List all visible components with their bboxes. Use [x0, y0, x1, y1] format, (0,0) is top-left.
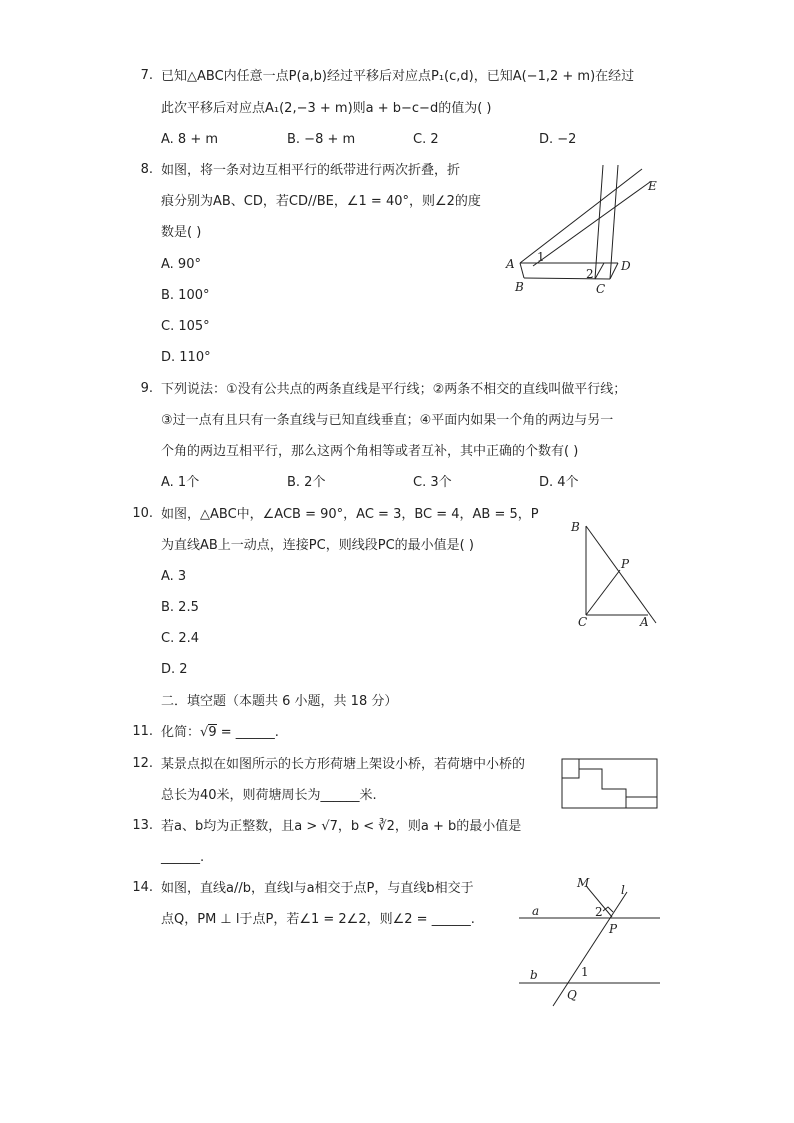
- q9-option-d: D. 4个: [539, 475, 579, 490]
- q13-number: 13.: [132, 818, 153, 833]
- q9-line2: ③过一点有且只有一条直线与已知直线垂直；④平面内如果一个角的两边与另一: [161, 413, 614, 428]
- q14-line2: 点Q，PM ⊥ l于点P，若∠1 = 2∠2，则∠2 = ______.: [161, 912, 475, 927]
- q7-option-a: A. 8 + m: [161, 132, 219, 147]
- q13-line1: 若a、b均为正整数，且a > √7，b < ∛2，则a + b的最小值是: [161, 819, 522, 834]
- q10-line2: 为直线AB上一动点，连接PC，则线段PC的最小值是( ): [161, 538, 474, 553]
- q14-parallel-lines-figure: [515, 872, 665, 1012]
- q10-label-b: B: [571, 520, 580, 534]
- q14-number: 14.: [132, 880, 153, 895]
- q8-number: 8.: [140, 162, 153, 177]
- q10-line1: 如图，△ABC中，∠ACB = 90°，AC = 3，BC = 4，AB = 5，P: [161, 507, 539, 522]
- q11-radicand: 9: [208, 725, 217, 740]
- q9-option-c: C. 3个: [413, 475, 452, 490]
- q11-prefix: 化简：: [161, 725, 201, 740]
- q7-line2: 此次平移后对应点A₁(2,−3 + m)则a + b−c−d的值为( ): [161, 101, 492, 116]
- q12-number: 12.: [132, 756, 153, 771]
- q7-line1: 已知△ABC内任意一点P(a,b)经过平移后对应点P₁(c,d)，已知A(−1,2 + m)在经过: [161, 69, 635, 84]
- q12-pond-bridge-figure: [560, 757, 660, 811]
- q8-label-c: C: [596, 282, 606, 296]
- q14-angle-2-label: 2: [595, 905, 603, 919]
- q11-suffix: = ______.: [216, 725, 279, 740]
- q8-option-d: D. 110°: [161, 350, 211, 365]
- q9-option-b: B. 2个: [287, 475, 326, 490]
- q14-label-b: b: [530, 968, 538, 982]
- q8-label-d: D: [621, 259, 631, 273]
- q10-option-d: D. 2: [161, 662, 188, 677]
- q14-angle-1-label: 1: [581, 965, 589, 979]
- q8-label-a: A: [506, 257, 515, 271]
- q8-option-c: C. 105°: [161, 319, 210, 334]
- q10-label-a: A: [640, 615, 649, 629]
- q10-option-a: A. 3: [161, 569, 187, 584]
- q11-number: 11.: [132, 724, 153, 739]
- q7-number: 7.: [140, 68, 153, 83]
- q10-option-c: C. 2.4: [161, 631, 200, 646]
- q8-folded-strip-figure: [500, 160, 670, 300]
- q7-option-d: D. −2: [539, 132, 577, 147]
- q7-option-b: B. −8 + m: [287, 132, 356, 147]
- q9-number: 9.: [140, 381, 153, 396]
- q14-line1: 如图，直线a//b，直线l与a相交于点P，与直线b相交于: [161, 881, 474, 896]
- q8-line3: 数是( ): [161, 225, 202, 240]
- q9-line3: 个角的两边互相平行，那么这两个角相等或者互补，其中正确的个数有( ): [161, 444, 579, 459]
- q12-line1: 某景点拟在如图所示的长方形荷塘上架设小桥，若荷塘中小桥的: [161, 757, 526, 772]
- q9-option-a: A. 1个: [161, 475, 200, 490]
- q12-line2: 总长为40米，则荷塘周长为______米.: [161, 788, 377, 803]
- sqrt-sign-icon: √: [200, 725, 209, 740]
- q7-option-c: C. 2: [413, 132, 439, 147]
- q14-label-q: Q: [567, 988, 577, 1002]
- q8-line2: 痕分别为AB、CD，若CD//BE，∠1 = 40°，则∠2的度: [161, 194, 481, 209]
- q14-label-a: a: [532, 904, 540, 918]
- q11-line1: [161, 724, 279, 742]
- q8-line1: 如图，将一条对边互相平行的纸带进行两次折叠，折: [161, 163, 461, 178]
- q8-label-b: B: [515, 280, 524, 294]
- q8-option-b: B. 100°: [161, 288, 210, 303]
- q10-option-b: B. 2.5: [161, 600, 199, 615]
- q8-option-a: A. 90°: [161, 257, 201, 272]
- section2-title: 二．填空题（本题共 6 小题，共 18 分）: [161, 694, 398, 709]
- q8-angle-2-label: 2: [586, 267, 594, 281]
- q8-label-e: E: [648, 179, 657, 193]
- q14-label-p: P: [609, 922, 618, 936]
- q10-right-triangle-figure: [560, 510, 670, 635]
- q14-label-l: l: [621, 883, 625, 897]
- q13-line2: ______.: [161, 850, 205, 865]
- q9-line1: 下列说法：①没有公共点的两条直线是平行线；②两条不相交的直线叫做平行线；: [161, 382, 627, 397]
- q8-angle-1-label: 1: [537, 250, 545, 264]
- q14-label-m: M: [577, 876, 590, 890]
- q10-label-p: P: [621, 557, 630, 571]
- q10-number: 10.: [132, 506, 153, 521]
- q10-label-c: C: [578, 615, 588, 629]
